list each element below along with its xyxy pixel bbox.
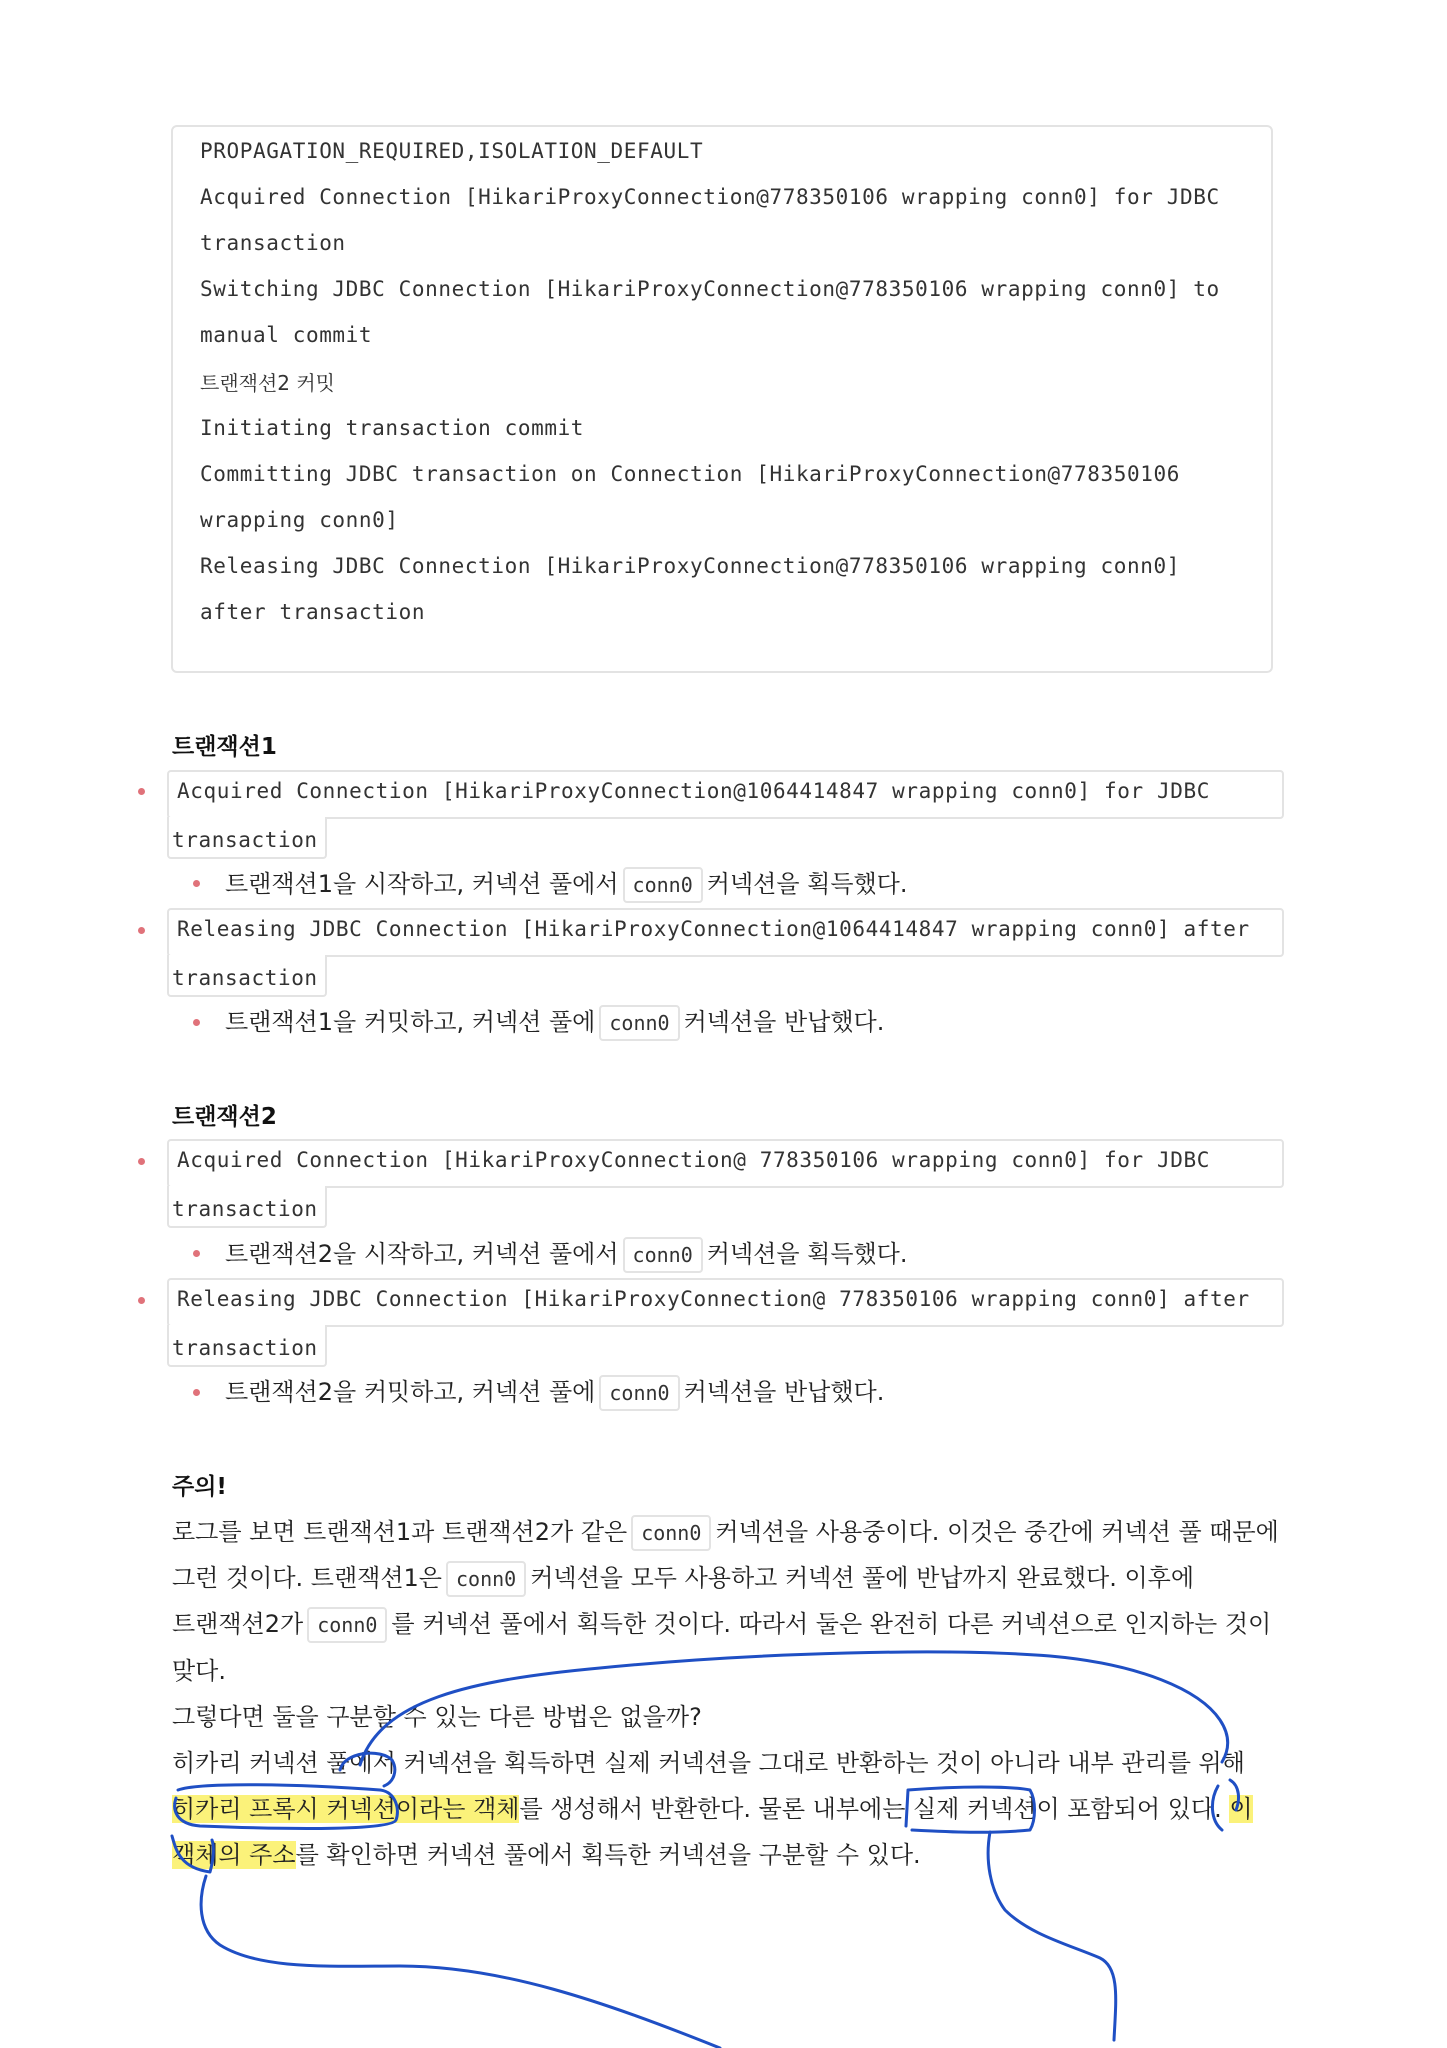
paragraph-text: 로그를 보면 트랜잭션1과 트랜잭션2가 같은 [172,1518,628,1546]
paragraph-text: 커넥션을 사용중이다. 이것은 중간에 커넥션 풀 때문에 [715,1518,1279,1546]
paragraph-text: 그런 것이다. 트랜잭션1은 [172,1564,442,1592]
code-line: wrapping conn0] [200,508,399,532]
list-item-text: 커넥션을 획득했다. [706,870,908,898]
list-bullet [138,927,145,934]
highlighted-text: 이 [1229,1795,1253,1823]
paragraph-line [172,1604,1271,1643]
ink-curve-bottom [201,1876,720,2048]
ink-curve-right [988,1832,1116,2040]
log-text: Acquired Connection [HikariProxyConnection@ 778350106 wrapping conn0] for JDBC [177,1148,1210,1172]
code-line: Acquired Connection [HikariProxyConnection@778350106 wrapping conn0] for JDBC [200,185,1220,209]
inline-code: conn0 [623,867,703,903]
list-item-text: 트랜잭션1을 커밋하고, 커넥션 풀에 [225,1008,596,1036]
list-bullet [193,1019,200,1026]
code-line: Initiating transaction commit [200,416,585,440]
list-item-text: 커넥션을 반납했다. [683,1008,885,1036]
list-item [225,1002,884,1041]
log-text: transaction [172,1336,318,1360]
list-bullet [138,788,145,795]
inline-code: conn0 [623,1237,703,1273]
inline-code: conn0 [599,1005,679,1041]
paragraph-line: 그렇다면 둘을 구분할 수 있는 다른 방법은 없을까? [172,1703,702,1731]
log-text: transaction [172,1197,318,1221]
inline-code: conn0 [631,1515,711,1551]
paragraph-line [172,1558,1194,1597]
log-text: Releasing JDBC Connection [HikariProxyConnection@ 778350106 wrapping conn0] after [177,1287,1250,1311]
list-item [225,1234,908,1273]
paragraph-text: 트랜잭션2가 [172,1610,304,1638]
list-item-text: 트랜잭션2을 커밋하고, 커넥션 풀에 [225,1378,596,1406]
list-bullet [193,880,200,887]
paragraph-line [172,1512,1279,1551]
section-heading-tx2: 트랜잭션2 [172,1104,277,1130]
paragraph-text: 를 확인하면 커넥션 풀에서 획득한 커넥션을 구분할 수 있다. [295,1841,921,1869]
code-line: Switching JDBC Connection [HikariProxyConnection@778350106 wrapping conn0] to [200,277,1220,301]
paragraph-text: 커넥션을 모두 사용하고 커넥션 풀에 반납까지 완료했다. 이후에 [530,1564,1195,1592]
code-line: transaction [200,231,346,255]
section-heading-note: 주의! [172,1474,227,1500]
list-item [225,1372,884,1411]
highlighted-text: 객체의 주소 [172,1841,296,1869]
paragraph-text: 를 커넥션 풀에서 획득한 것이다. 따라서 둘은 완전히 다른 커넥션으로 인지하는 것이 [391,1610,1272,1638]
list-bullet [193,1389,200,1396]
list-item [225,864,908,903]
section-heading-tx1: 트랜잭션1 [172,734,277,760]
list-bullet [138,1158,145,1165]
list-item-text: 커넥션을 반납했다. [683,1378,885,1406]
list-bullet [138,1297,145,1304]
paragraph-line [172,1835,921,1870]
list-item-text: 커넥션을 획득했다. [706,1240,908,1268]
list-item-text: 트랜잭션2을 시작하고, 커넥션 풀에서 [225,1240,619,1268]
code-line: Releasing JDBC Connection [HikariProxyConnection@778350106 wrapping conn0] [200,554,1180,578]
log-text: transaction [172,828,318,852]
code-line: after transaction [200,600,426,624]
code-line: PROPAGATION_REQUIRED,ISOLATION_DEFAULT [200,139,704,163]
inline-code: conn0 [599,1375,679,1411]
code-block [171,125,1273,673]
code-line: manual commit [200,323,373,347]
log-text: transaction [172,966,318,990]
inline-code: conn0 [307,1607,387,1643]
paragraph-line: 히카리 커넥션 풀에서 커넥션을 획득하면 실제 커넥션을 그대로 반환하는 것이 아니라 내부 관리를 위해 [172,1749,1245,1777]
list-bullet [193,1250,200,1257]
paragraph-text: 를 생성해서 반환한다. 물론 내부에는 실제 커넥션이 포함되어 있다. [519,1795,1222,1823]
list-item-text: 트랜잭션1을 시작하고, 커넥션 풀에서 [225,870,619,898]
code-line: Committing JDBC transaction on Connection [HikariProxyConnection@778350106 [200,462,1180,486]
code-line: 트랜잭션2 커밋 [200,371,336,395]
log-text: Releasing JDBC Connection [HikariProxyConnection@1064414847 wrapping conn0] after [177,917,1250,941]
log-text: Acquired Connection [HikariProxyConnection@1064414847 wrapping conn0] for JDBC [177,779,1210,803]
paragraph-line [172,1789,1253,1824]
paragraph-line: 맞다. [172,1657,226,1685]
highlighted-text: 히카리 프록시 커넥션이라는 객체 [172,1795,520,1823]
inline-code: conn0 [446,1561,526,1597]
